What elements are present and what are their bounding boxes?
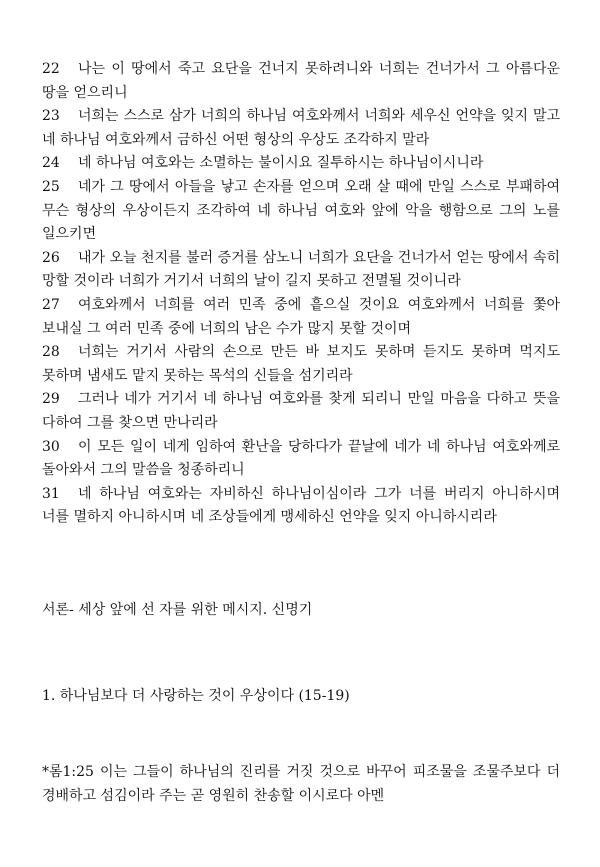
cross-reference-text: *롬1:25 이는 그들이 하나님의 진리를 거짓 것으로 바꾸어 피조물을 조물주보다 더 경배하고 섬김이라 주는 곧 영원히 찬송할 이시로다 아멘 <box>42 764 560 804</box>
verse-text: 그러나 네가 거기서 네 하나님 여호와를 찾게 되리니 만일 마음을 다하고 뜻을 다하여 그를 찾으면 만나리라 <box>42 391 560 431</box>
verse-23 <box>42 105 560 152</box>
verse-text: 여호와께서 너희를 여러 민족 중에 흩으실 것이요 여호와께서 너희를 쫓아 보내실 그 여러 민족 중에 너희의 남은 수가 많지 못할 것이며 <box>42 296 560 337</box>
verse-number: 24 <box>42 155 60 172</box>
verse-31 <box>42 483 560 530</box>
verse-number: 29 <box>42 391 60 408</box>
verse-30 <box>42 436 560 483</box>
verse-text: 네가 그 땅에서 아들을 낳고 손자를 얻으며 오래 살 때에 만일 스스로 부패하여 무슨 형상의 우상이든지 조각하여 네 하나님 여호와 앞에 악을 행함으로 그의 노를 일으키면 <box>42 178 560 243</box>
verse-26 <box>42 247 560 294</box>
verse-text: 너희는 거기서 사람의 손으로 만든 바 보지도 못하며 듣지도 못하며 먹지도 못하며 냄새도 맡지 못하는 목석의 신들을 섬기리라 <box>42 344 560 384</box>
verse-text: 네 하나님 여호와는 자비하신 하나님이심이라 그가 너를 버리지 아니하시며 너를 멸하지 아니하시며 네 조상들에게 맹세하신 언약을 잊지 아니하시리라 <box>42 485 560 526</box>
verse-number: 26 <box>42 249 60 266</box>
verse-number: 31 <box>42 485 60 502</box>
verse-number: 27 <box>42 296 60 313</box>
verse-number: 22 <box>42 61 60 77</box>
verse-text: 네 하나님 여호와는 소멸하는 불이시요 질투하시는 하나님이시니라 <box>78 155 484 172</box>
verse-list <box>42 58 560 530</box>
verse-22 <box>42 58 560 105</box>
verse-29 <box>42 388 560 435</box>
verse-27 <box>42 294 560 341</box>
verse-text: 나는 이 땅에서 죽고 요단을 건너지 못하려니와 너희는 건너가서 그 아름다운 땅을 얻으리니 <box>42 61 560 101</box>
verse-text: 이 모든 일이 네게 임하여 환난을 당하다가 끝날에 네가 네 하나님 여호와께로 돌아와서 그의 말씀을 청종하리니 <box>42 438 560 479</box>
verse-number: 30 <box>42 438 60 455</box>
verse-number: 23 <box>42 108 60 125</box>
cross-reference <box>42 760 560 808</box>
verse-text: 내가 오늘 천지를 불러 증거를 삼노니 너희가 요단을 건너가서 얻는 땅에서 속히 망할 것이라 너희가 거기서 너희의 날이 길지 못하고 전멸될 것이니라 <box>42 249 560 290</box>
verse-25 <box>42 176 560 247</box>
intro-line: 서론- 세상 앞에 선 자를 위한 메시지. 신명기 <box>42 602 313 618</box>
section-heading: 1. 하나님보다 더 사랑하는 것이 우상이다 (15-19) <box>42 688 350 704</box>
verse-24 <box>42 152 560 176</box>
verse-28 <box>42 341 560 388</box>
verse-number: 25 <box>42 178 60 195</box>
verse-text: 너희는 스스로 삼가 너희의 하나님 여호와께서 너희와 세우신 언약을 잊지 말고 네 하나님 여호와께서 금하신 어떤 형상의 우상도 조각하지 말라 <box>42 108 560 148</box>
verse-number: 28 <box>42 344 60 361</box>
